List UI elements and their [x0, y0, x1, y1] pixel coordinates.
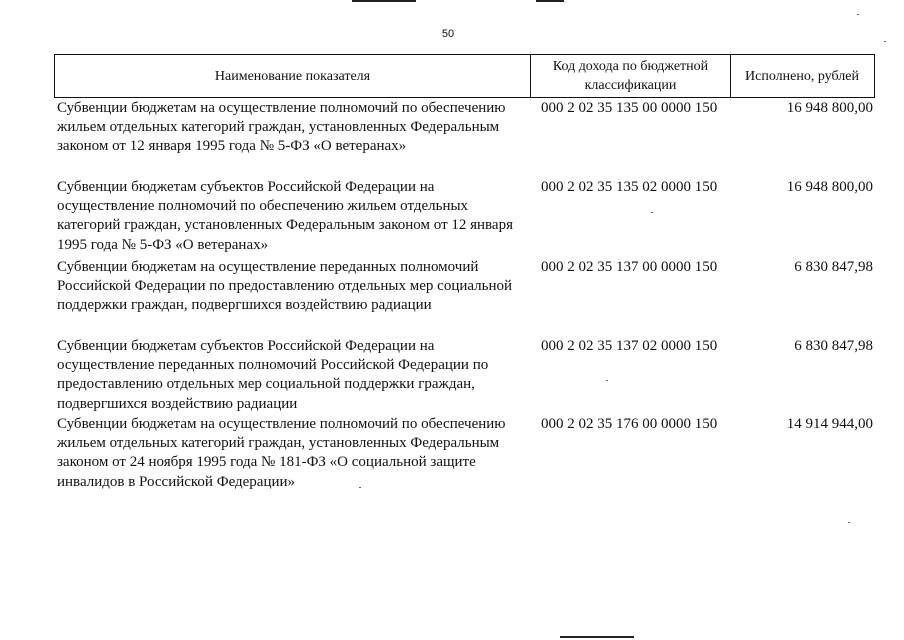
scan-artifact-top-left — [352, 0, 416, 2]
row-indicator-name: Субвенции бюджетам субъектов Российской Федерации на осуществление полномочий по обеспечению жильем отдельных категорий граждан, установленных Федеральным законом от 12 января 1995 года № 5-ФЗ «О ветеранах» — [57, 179, 513, 253]
row-executed-amount: 16 948 800,00 — [786, 179, 873, 195]
scan-artifact-bottom — [560, 636, 634, 638]
row-budget-code: 000 2 02 35 176 00 0000 150 — [541, 416, 718, 432]
row-budget-code: 000 2 02 35 135 00 0000 150 — [541, 100, 718, 116]
row-executed-amount: 6 830 847,98 — [794, 338, 873, 354]
row-executed-amount: 6 830 847,98 — [794, 259, 873, 275]
page-number: 50 — [441, 28, 455, 40]
scan-speck — [651, 212, 653, 213]
header-name-column: Наименование показателя — [55, 55, 531, 97]
row-budget-code: 000 2 02 35 135 02 0000 150 — [541, 179, 718, 195]
row-executed-amount: 14 914 944,00 — [786, 416, 873, 432]
row-executed-amount: 16 948 800,00 — [786, 100, 873, 116]
scan-speck — [884, 41, 886, 42]
row-budget-code: 000 2 02 35 137 02 0000 150 — [541, 338, 718, 354]
header-code-column: Код дохода по бюджетной классификации — [531, 55, 731, 97]
scan-speck — [848, 522, 850, 523]
row-indicator-name: Субвенции бюджетам на осуществление переданных полномочий Российской Федерации по предоставлению отдельных мер социальной поддержки граждан, подвергшихся воздействию радиации — [57, 259, 513, 314]
header-executed-column: Исполнено, рублей — [745, 68, 859, 84]
scan-speck — [857, 14, 859, 15]
scan-artifact-top-right — [536, 0, 564, 2]
row-indicator-name: Субвенции бюджетам субъектов Российской Федерации на осуществление переданных полномочий Российской Федерации по предоставлению отдельных мер социальной поддержки граждан, подвергшихся воздействию радиации — [57, 338, 489, 412]
table-header — [54, 54, 875, 98]
row-indicator-name: Субвенции бюджетам на осуществление полномочий по обеспечению жильем отдельных категорий граждан, установленных Федеральным законом от 12 января 1995 года № 5-ФЗ «О ветеранах» — [57, 100, 506, 155]
scan-speck — [606, 380, 608, 381]
row-budget-code: 000 2 02 35 137 00 0000 150 — [541, 259, 718, 275]
row-indicator-name: Субвенции бюджетам на осуществление полномочий по обеспечению жильем отдельных категорий граждан, установленных Федеральным законом от 24 ноября 1995 года № 181-ФЗ «О социальной защите инвалидов в Российской Федерации» — [57, 416, 506, 490]
